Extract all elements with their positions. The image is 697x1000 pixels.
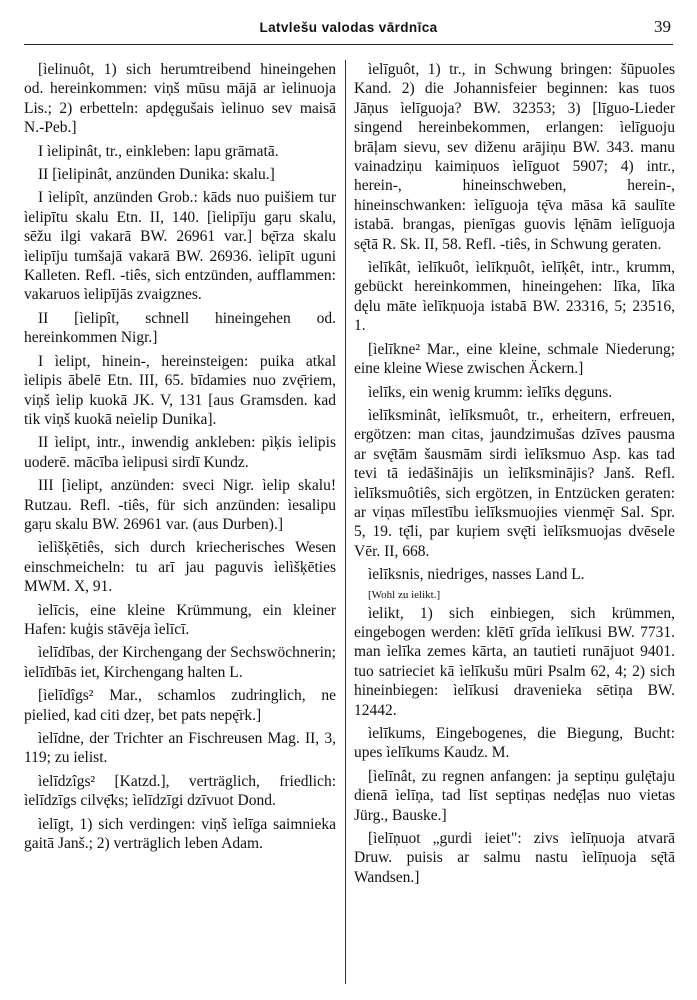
dictionary-entry: [ìelīņuot „gurdi ieiet": zivs ìelīņuoja atvarā Druw. puisis ar salmu nastu ìelīņuoja sę̄tā Wandsen.] [354,830,675,886]
left-column [24,60,336,990]
dictionary-entry: [ìelīnât, zu regnen anfangen: ja septiņu gulę̄taju dienā ìelīņa, tad līst septiņas nedę̄ļas nuo vietas Jürg., Bauske.] [354,767,675,824]
dictionary-entry: ìelīdzîgs² [Katzd.], verträglich, friedlich: ìelīdzīgs cilvę̄ks; ìelīdzīgi dzīvuot Dond. [24,772,336,810]
dictionary-entry: I ìelipinât, tr., einkleben: lapu grāmatā. [38,142,279,160]
dictionary-entry: ìelìšķētiês, sich durch kriecherisches Wesen einschmeicheln: tu arī jau paguvis ìelìšķēties MWM. X, 91. [24,539,336,596]
dictionary-entry: ìelīdne, der Trichter an Fischreusen Mag. II, 3, 119; zu ielist. [24,730,336,767]
right-column [354,60,675,990]
dictionary-entry: ìelīcis, eine kleine Krümmung, ein kleiner Hafen: kuģis stāvēja ìelīcī. [24,601,336,638]
dictionary-entry: I ìelipît, anzünden Grob.: kāds nuo puišiem tur ìelipītu skalu Etn. II, 140. [ìelipīju gaŗu skalu, sēžu ilgi vakarā BW. 26961 var.] bę̄rza skalu ìelipīju tumšajā vakarā BW. 26936. ìelipīt uguni Kalleten. Refl. -tiês, sich entzünden, aufflammen: vakaruos ìelipījās zvaigznes. [24,189,336,304]
dictionary-entry: ìelīgt, 1) sich verdingen: viņš ìelīga saimnieka gaitā Janš.; 2) verträglich leben Adam. [24,815,336,853]
dictionary-entry: [ìelīkne² Mar., eine kleine, schmale Niederung; eine kleine Wiese zwischen Äckern.] [354,340,675,378]
dictionary-entry: I ìelipt, hinein-, hereinsteigen: puika atkal ìelipis ābelē Etn. III, 65. bīdamies nuo zvę̄riem, viņš ìelip kuokā JK. V, 131 [aus Gramsden. kad tik viņš kuokā neìelip Dunika]. [24,352,336,428]
page-number: 39 [654,17,671,36]
dictionary-entry: ìelīkât, ìelīkuôt, ìelīkņuôt, ìelīķêt, intr., krumm, gebückt hereinkommen, hineingehen: līka, līka dęlu māte ìelīkņuoja istabā BW. 23316, 5; 23516, 1. [354,259,675,335]
dictionary-entry: ìelīksminât, ìelīksmuôt, tr., erheitern, erfreuen, ergötzen: man citas, jaundzimušas dzīves pausma ar svę̄tām šausmām sirdi ìelīksmuo Asp. kas tad tevi tā iedāšinājis un ìelīksminājis? Janš. Refl. ìelīksmuôtiês, sich ergötzen, in Entzücken geraten: ar viņas mīlestību ìelīksmuojies vienmę̄r Sal. Spr. 5, 19. tę̄li, par kuŗiem svę̄ti ìelīksmuojas dvēsele Vēr. II, 668. [354,406,675,560]
dictionary-entry: [ìelinuôt, 1) sich herumtreibend hineingehen od. hereinkommen: viņš mūsu mājā ar ìelinuoja Lis.; 2) erbetteln: apdęgušais ìelinuo sev maisā N.-Peb.] [24,61,336,137]
dictionary-entry: ìelīkums, Eingebogenes, die Biegung, Bucht: upes ìelīkums Kaudz. M. [354,725,675,762]
running-title: Latvlešu valodas vārdnīca [259,20,438,35]
dictionary-note: [Wohl zu ielikt.] [368,588,441,601]
dictionary-entry: II [ìelipinât, anzünden Dunika: skalu.] [38,166,275,184]
dictionary-entry: III [ìelipt, anzünden: sveci Nigr. ìelip skalu! Rutzau. Refl. -tiês, für sich anzünden: ìesalipu gaŗu skalu BW. 26961 var. (aus Durben).] [24,477,336,533]
dictionary-entry: [ìelīdîgs² Mar., schamlos zudringlich, ne pielied, kad citi dzeŗ, bet pats nepę̄rk.] [24,687,336,724]
page-header [24,8,673,45]
column-divider [345,60,346,984]
dictionary-entry: ìelīks, ein wenig krumm: ìelīks dęguns. [368,383,613,401]
dictionary-entry: II [ìelipît, schnell hineingehen od. hereinkommen Nigr.] [24,309,336,347]
dictionary-entry: ìelīguôt, 1) tr., in Schwung bringen: šūpuoles Kand. 2) die Johannisfeier beginnen: kas tuos Jāņus ìelīguoja? BW. 32353; 3) [līguo-Lieder singend hereinbekommen, erlangen: ìelīguoju brāļam sievu, sev diženu arājiņu BW. 343. manu vainadziņu kaimiņuos ìelīguot 5907; 4) intr., herein-, hineinschweben, herein-, hineinschwanken: ìelīguoja tę̄va māsa kā saulīte istabā. brangas, pienīgas guovis lę̄nām ìelīguoja sę̄tā R. Sk. II, 58. Refl. -tiês, in Schwung geraten. [354,61,675,253]
dictionary-entry: II ìelipt, intr., inwendig ankleben: pìķis ìelipis uoderē. mācība ìelipusi sirdī Kundz. [24,434,336,471]
dictionary-entry: ìelikt, 1) sich einbiegen, sich krümmen, eingebogen werden: klētī grīda ìelīkusi BW. 7731. man ìelīka zemes kārta, an tautieti runājuot 9401. tuo satrieciet kā ìelīkušu mūri Psalm 62, 4; 2) sich hineinbiegen: ìelīkusi dravenieka sētiņa BW. 12442. [354,604,675,719]
dictionary-entry: ìelīksnis, niedriges, nasses Land L. [368,566,585,584]
dictionary-entry: ìelīdības, der Kirchengang der Sechswöchnerin; ìelīdībās iet, Kirchengang halten L. [24,644,336,681]
